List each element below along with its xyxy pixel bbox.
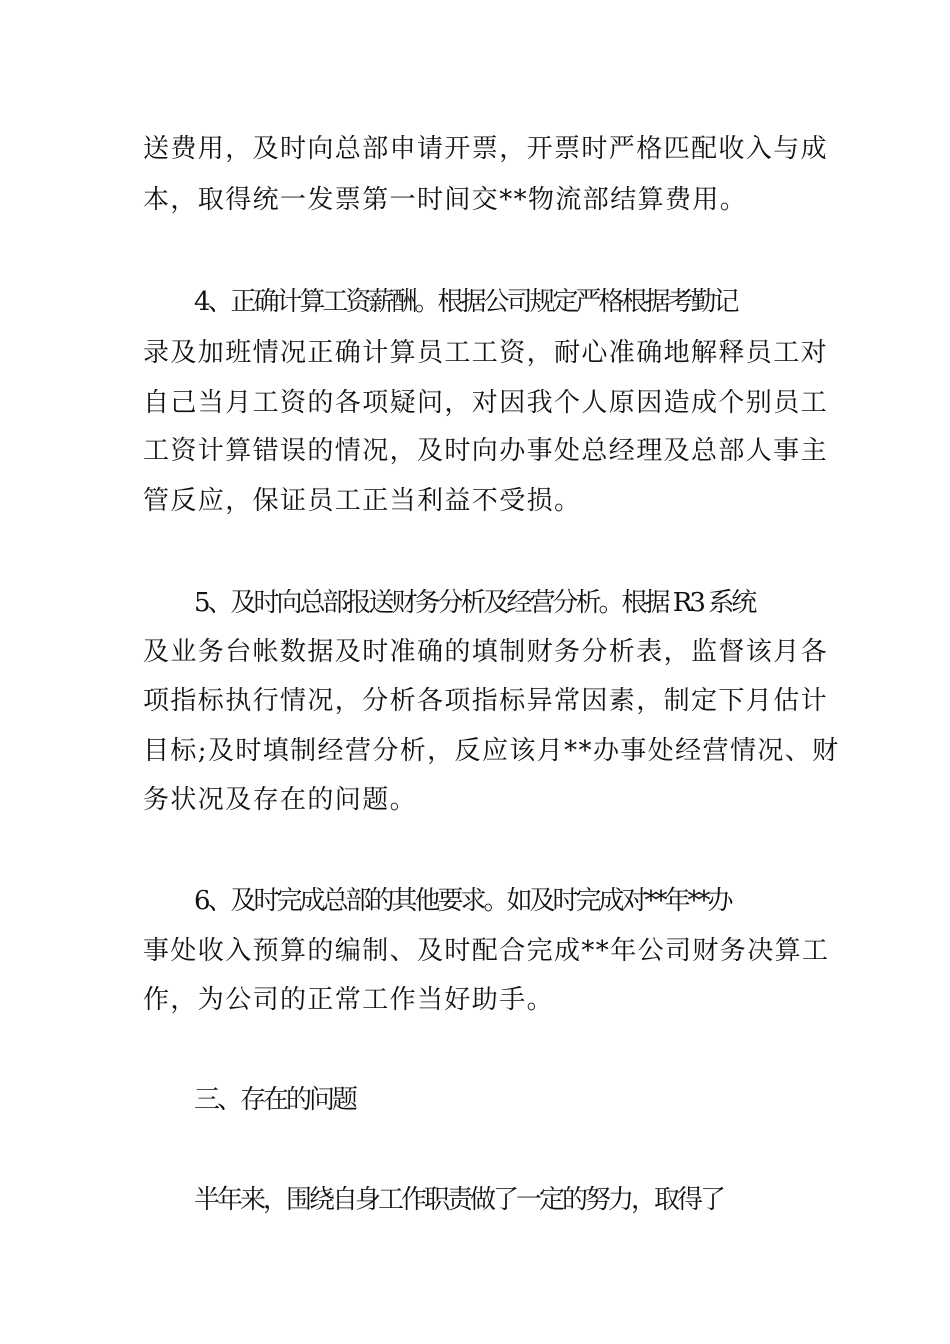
section-heading: 三、存在的问题 <box>194 1085 356 1115</box>
paragraph-line: 录及加班情况正确计算员工工资，耐心准确地解释员工对 <box>143 338 829 368</box>
paragraph-line: 项指标执行情况，分析各项指标异常因素，制定下月估计 <box>143 686 829 716</box>
paragraph-line: 半年来，围绕自身工作职责做了一定的努力，取得了 <box>194 1185 724 1215</box>
paragraph-line: 作，为公司的正常工作当好助手。 <box>143 985 555 1015</box>
paragraph-line: 4、正确计算工资薪酬。根据公司规定严格根据考勤记 <box>194 287 737 317</box>
paragraph-line: 本，取得统一发票第一时间交**物流部结算费用。 <box>143 185 748 215</box>
paragraph-line: 及业务台帐数据及时准确的填制财务分析表，监督该月各 <box>143 637 829 667</box>
paragraph-line: 目标;及时填制经营分析，反应该月**办事处经营情况、财 <box>143 736 840 766</box>
paragraph-line: 事处收入预算的编制、及时配合完成**年公司财务决算工 <box>143 936 830 966</box>
paragraph-line: 自己当月工资的各项疑问，对因我个人原因造成个别员工 <box>143 388 829 418</box>
paragraph-line: 6、及时完成总部的其他要求。如及时完成对**年**办 <box>194 886 731 916</box>
paragraph-line: 5、及时向总部报送财务分析及经营分析。根据 R3 系统 <box>194 588 755 618</box>
paragraph-line: 务状况及存在的问题。 <box>143 785 418 815</box>
paragraph-line: 送费用，及时向总部申请开票，开票时严格匹配收入与成 <box>143 134 829 164</box>
paragraph-line: 工资计算错误的情况，及时向办事处总经理及总部人事主 <box>143 436 829 466</box>
paragraph-line: 管反应，保证员工正当利益不受损。 <box>143 486 582 516</box>
